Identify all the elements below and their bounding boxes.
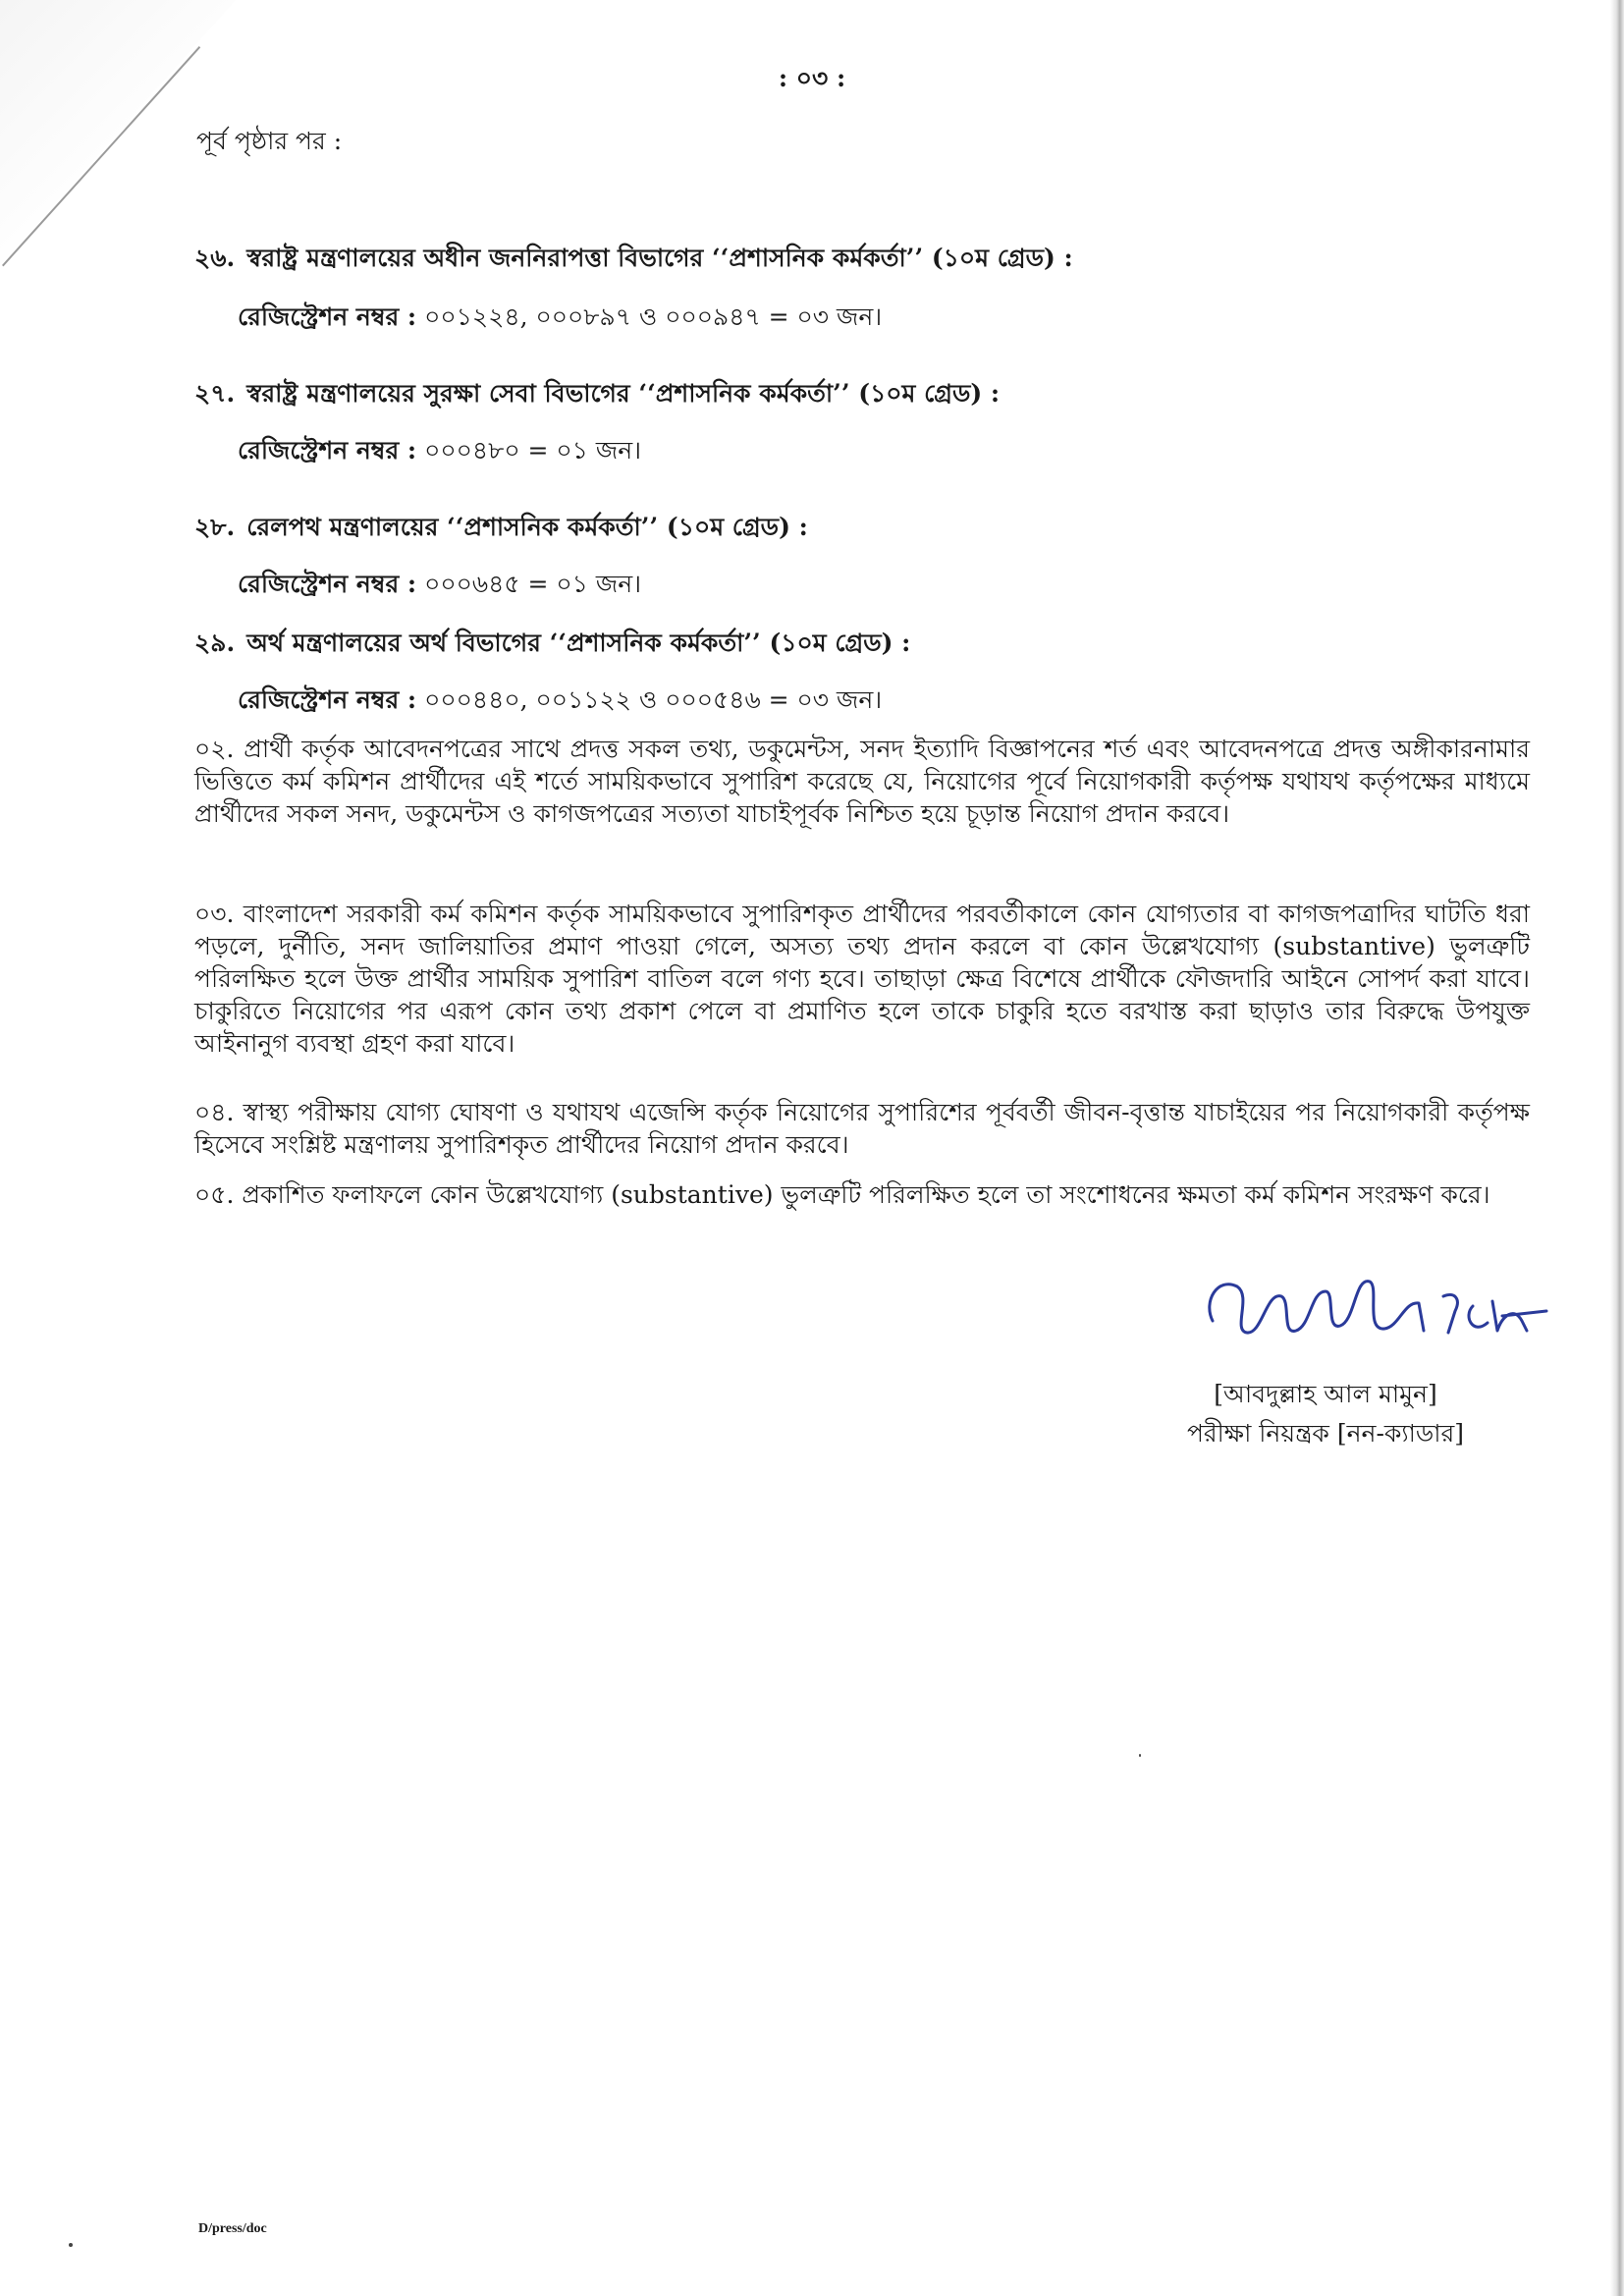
section-heading — [194, 374, 1000, 416]
section-heading — [194, 624, 910, 666]
signer-title: পরীক্ষা নিয়ন্ত্রক [নন-ক্যাডার] — [1186, 1419, 1465, 1448]
handwritten-signature — [1198, 1262, 1551, 1370]
paragraph-02: ০২. প্রার্থী কর্তৃক আবেদনপত্রের সাথে প্রদত্ত সকল তথ্য, ডকুমেন্টস, সনদ ইত্যাদি বিজ্ঞাপনের শর্ত এবং আবেদনপত্রে প্রদত্ত অঙ্গীকারনামার ভিত্তিতে কর্ম কমিশন প্রার্থীদের এই শর্তে সাময়িকভাবে সুপারিশ করেছে যে, নিয়োগের পূর্বে নিয়োগকারী কর্তৃপক্ষ যথাযথ কর্তৃপক্ষের মাধ্যমে প্রার্থীদের সকল সনদ, ডকুমেন্টস ও কাগজপত্রের সত্যতা যাচাইপূর্বক নিশ্চিত হয়ে চূড়ান্ত নিয়োগ প্রদান করবে। — [194, 735, 1530, 828]
registration-value: ০০০৬৪৫ = ০১ জন। — [424, 570, 642, 598]
section-number: ২৭. — [194, 379, 236, 408]
section-title: স্বরাষ্ট্র মন্ত্রণালয়ের অধীন জননিরাপত্তা বিভাগের ‘‘প্রশাসনিক কর্মকর্তা’’ (১০ম গ্রেড) : — [246, 244, 1073, 272]
signer-name: [আবদুল্লাহ আল মামুন] — [1214, 1380, 1437, 1408]
section-heading — [194, 508, 808, 550]
section-number: ২৬. — [194, 244, 236, 272]
scan-speck — [69, 2243, 73, 2247]
section-title: রেলপথ মন্ত্রণালয়ের ‘‘প্রশাসনিক কর্মকর্তা’’ (১০ম গ্রেড) : — [246, 513, 808, 541]
registration-line — [238, 565, 641, 607]
paragraph-04: ০৪. স্বাস্থ্য পরীক্ষায় যোগ্য ঘোষণা ও যথাযথ এজেন্সি কর্তৃক নিয়োগের সুপারিশের পূর্ববর্তী জীবন-বৃত্তান্ত যাচাইয়ের পর নিয়োগকারী কর্তৃপক্ষ হিসেবে সংশ্লিষ্ট মন্ত্রণালয় সুপারিশকৃত প্রার্থীদের নিয়োগ প্রদান করবে। — [194, 1098, 1530, 1159]
page-number: : ০৩ : — [778, 64, 846, 92]
section-number: ২৯. — [194, 629, 236, 657]
registration-label: রেজিস্ট্রেশন নম্বর : — [238, 436, 417, 465]
registration-value: ০০০৪৪০, ০০১১২২ ও ০০০৫৪৬ = ০৩ জন। — [424, 685, 883, 714]
scanned-page-edge — [1610, 0, 1624, 2296]
registration-label: রেজিস্ট্রেশন নম্বর : — [238, 685, 417, 714]
paragraph-03: ০৩. বাংলাদেশ সরকারী কর্ম কমিশন কর্তৃক সাময়িকভাবে সুপারিশকৃত প্রার্থীদের পরবর্তীকালে কোন যোগ্যতার বা কাগজপত্রাদির ঘাটতি ধরা পড়লে, দুর্নীতি, সনদ জালিয়াতির প্রমাণ পাওয়া গেলে, অসত্য তথ্য প্রদান করলে বা কোন উল্লেখযোগ্য (substantive) ভুলত্রুটি পরিলক্ষিত হলে উক্ত প্রার্থীর সাময়িক সুপারিশ বাতিল বলে গণ্য হবে। তাছাড়া ক্ষেত্র বিশেষে প্রার্থীকে ফৌজদারি আইনে সোপর্দ করা যাবে। চাকুরিতে নিয়োগের পর এরূপ কোন তথ্য প্রকাশ পেলে বা প্রমাণিত হলে তাকে চাকুরি হতে বরখাস্ত করা ছাড়াও তার বিরুদ্ধে উপযুক্ত আইনানুগ ব্যবস্থা গ্রহণ করা যাবে। — [194, 900, 1530, 1058]
paragraph-05: ০৫. প্রকাশিত ফলাফলে কোন উল্লেখযোগ্য (substantive) ভুলত্রুটি পরিলক্ষিত হলে তা সংশোধনের ক্ষমতা কর্ম কমিশন সংরক্ষণ করে। — [194, 1180, 1490, 1209]
scan-speck — [1139, 1754, 1141, 1757]
registration-label: রেজিস্ট্রেশন নম্বর : — [238, 570, 417, 598]
registration-line — [238, 298, 882, 340]
section-title: অর্থ মন্ত্রণালয়ের অর্থ বিভাগের ‘‘প্রশাসনিক কর্মকর্তা’’ (১০ম গ্রেড) : — [246, 629, 911, 657]
section-number: ২৮. — [194, 513, 236, 541]
registration-label: রেজিস্ট্রেশন নম্বর : — [238, 302, 417, 331]
continued-from-previous: পূর্ব পৃষ্ঠার পর : — [196, 127, 343, 155]
registration-value: ০০০৪৮০ = ০১ জন। — [424, 436, 642, 465]
footer-code: D/press/doc — [198, 2221, 267, 2236]
registration-line — [238, 431, 641, 473]
registration-line — [238, 681, 882, 723]
registration-value: ০০১২২৪, ০০০৮৯৭ ও ০০০৯৪৭ = ০৩ জন। — [424, 302, 883, 331]
section-heading — [194, 239, 1073, 281]
section-title: স্বরাষ্ট্র মন্ত্রণালয়ের সুরক্ষা সেবা বিভাগের ‘‘প্রশাসনিক কর্মকর্তা’’ (১০ম গ্রেড) : — [246, 379, 1001, 408]
